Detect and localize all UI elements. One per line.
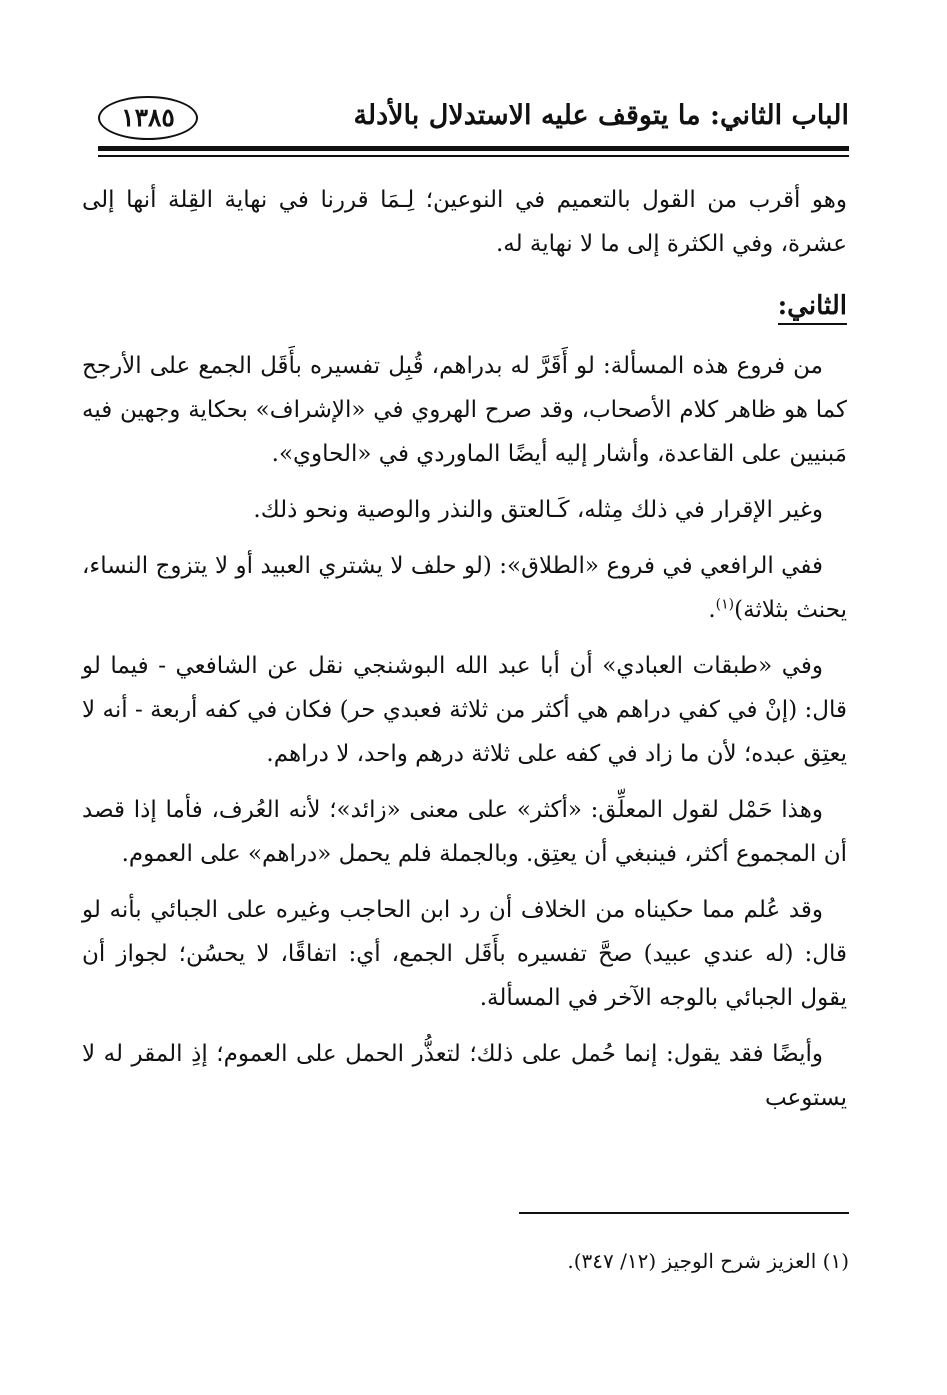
paragraph-with-footnote bbox=[82, 544, 847, 632]
paragraph: من فروع هذه المسألة: لو أَقَرَّ له بدراهم، قُبِل تفسيره بأَقَل الجمع على الأرجح كما هو ظاهر كلام الأصحاب، وقد صرح الهروي في «الإشراف» بحكاية وجهين فيه مَبنيين على القاعدة، وأشار إليه أيضًا الماوردي في «الحاوي». bbox=[82, 353, 847, 467]
footnote-separator bbox=[519, 1212, 849, 1214]
chapter-title: الباب الثاني: ما يتوقف عليه الاستدلال بالأدلة bbox=[353, 100, 849, 131]
footnote: (١) العزيز شرح الوجيز (١٢/ ٣٤٧). bbox=[567, 1249, 849, 1273]
paragraph: وغير الإقرار في ذلك مِثله، كَـالعتق والنذر والوصية ونحو ذلك. bbox=[253, 497, 823, 523]
paragraph-text: ففي الرافعي في فروع «الطلاق»: (لو حلف لا يشتري العبيد أو لا يتزوج النساء، يحنث بثلاثة) bbox=[82, 553, 847, 623]
paragraph: وهو أقرب من القول بالتعميم في النوعين؛ لِـمَا قررنا في نهاية القِلة أنها إلى عشرة، وفي الكثرة إلى ما لا نهاية له. bbox=[82, 187, 847, 257]
running-header bbox=[98, 96, 849, 148]
paragraph: وهذا حَمْل لقول المعلِّق: «أكثر» على معنى «زائد»؛ لأنه العُرف، فأما إذا قصد أن المجموع أكثر، فينبغي أن يعتِق. وبالجملة فلم يحمل «دراهم» على العموم. bbox=[82, 797, 847, 867]
section-heading bbox=[82, 284, 847, 328]
paragraph-end: . bbox=[708, 597, 716, 623]
paragraph: وفي «طبقات العبادي» أن أبا عبد الله البوشنجي نقل عن الشافعي - فيما لو قال: (إنْ في كفي دراهم هي أكثر من ثلاثة فعبدي حر) فكان في كفه أربعة - أنه لا يعتِق عبده؛ لأن ما زاد في كفه على ثلاثة درهم واحد، لا دراهم. bbox=[82, 653, 847, 767]
footnote-reference[interactable]: (١) bbox=[715, 596, 735, 613]
section-heading-label: الثاني: bbox=[778, 291, 847, 325]
paragraph: وأيضًا فقد يقول: إنما حُمل على ذلك؛ لتعذُّر الحمل على العموم؛ إذِ المقر له لا يستوعب bbox=[82, 1041, 847, 1111]
main-text bbox=[82, 178, 847, 1132]
paragraph: وقد عُلم مما حكيناه من الخلاف أن رد ابن الحاجب وغيره على الجبائي بأنه لو قال: (له عندي عبيد) صحَّ تفسيره بأَقَل الجمع، أي: اتفاقًا، لا يحسُن؛ لجواز أن يقول الجبائي بالوجه الآخر في المسألة. bbox=[82, 897, 847, 1011]
header-rule-thick bbox=[98, 146, 849, 151]
header-rule-thin bbox=[98, 155, 849, 157]
page-number-badge: ١٣٨٥ bbox=[98, 96, 198, 140]
